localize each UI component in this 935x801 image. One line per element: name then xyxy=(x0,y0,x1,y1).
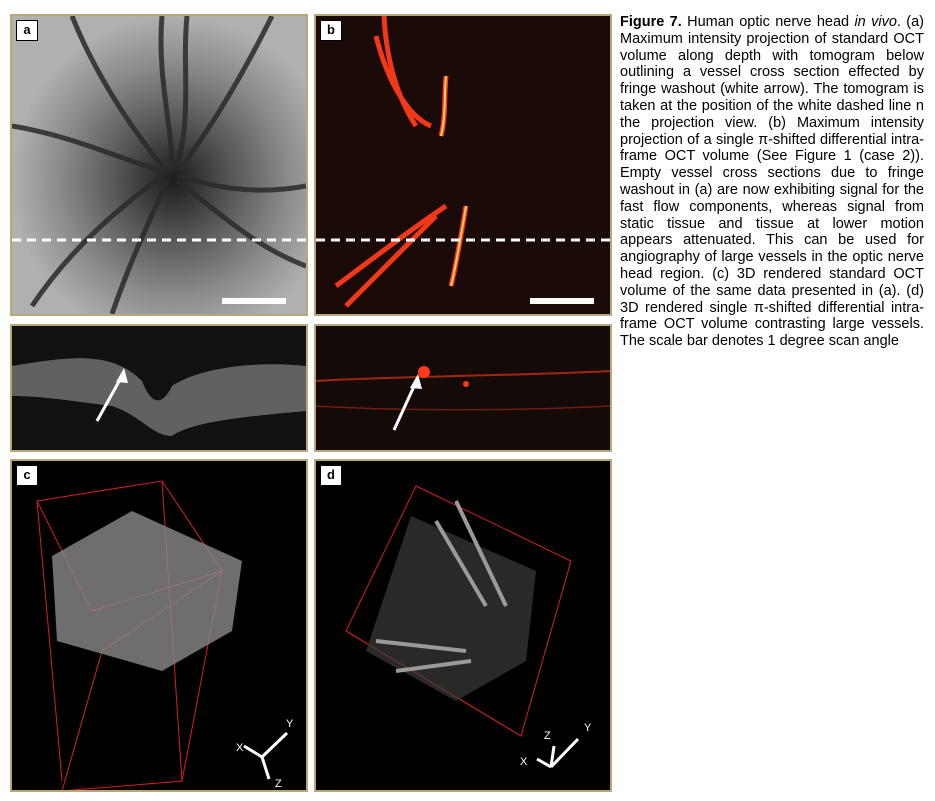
figure-caption xyxy=(620,14,924,350)
axis-x-label: X xyxy=(520,756,528,768)
tomogram-a xyxy=(10,324,308,452)
panel-b-projection xyxy=(314,14,612,316)
panel-a-image xyxy=(12,16,306,314)
axis-y-label: Y xyxy=(584,722,592,734)
caption-body: . (a) Maximum intensity projection of standard OCT volume along depth with tomogram below outlining a vessel cross section effected by fringe washout (white arrow). The tomogram is taken at the position of the white dashed line n the projection view. (b) Maximum intensity projection of a single π-shifted differential intra-frame OCT volume (See Figure 1 (case 2)). Empty vessel cross sections due to fringe washout in (a) are now exhibiting signal for the fast flow components, whereas signal from static tissue and tissue at lower motion appears attenuated. This can be used for angiography of large vessels in the optic nerve head region. (c) 3D rendered standard OCT volume of the same data presented in (a). (d) 3D rendered single π-shifted differential intra-frame OCT volume contrasting large vessels. The scale bar denotes 1 degree scan angle xyxy=(620,14,924,350)
panel-d-image xyxy=(316,461,610,790)
panel-a-projection xyxy=(10,14,308,316)
caption-label: Figure 7. xyxy=(620,14,682,30)
tomogram-b xyxy=(314,324,612,452)
panel-b-image xyxy=(316,16,610,314)
caption-lead-italic: in vivo xyxy=(854,14,897,30)
axis-z-label: Z xyxy=(275,778,282,790)
scale-bar xyxy=(530,298,594,304)
caption-lead: Human optic nerve head xyxy=(687,14,850,30)
panel-d-label: d xyxy=(320,465,342,486)
axis-x-label: X xyxy=(236,742,244,754)
panel-b-label: b xyxy=(320,20,342,41)
axis-y-label: Y xyxy=(286,718,294,730)
panel-d-3d xyxy=(314,459,612,792)
panel-c-image xyxy=(12,461,306,790)
panel-a-label: a xyxy=(16,20,38,41)
panel-c-3d xyxy=(10,459,308,792)
axis-z-label: Z xyxy=(544,730,551,742)
panel-c-label: c xyxy=(16,465,38,486)
scale-bar xyxy=(222,298,286,304)
